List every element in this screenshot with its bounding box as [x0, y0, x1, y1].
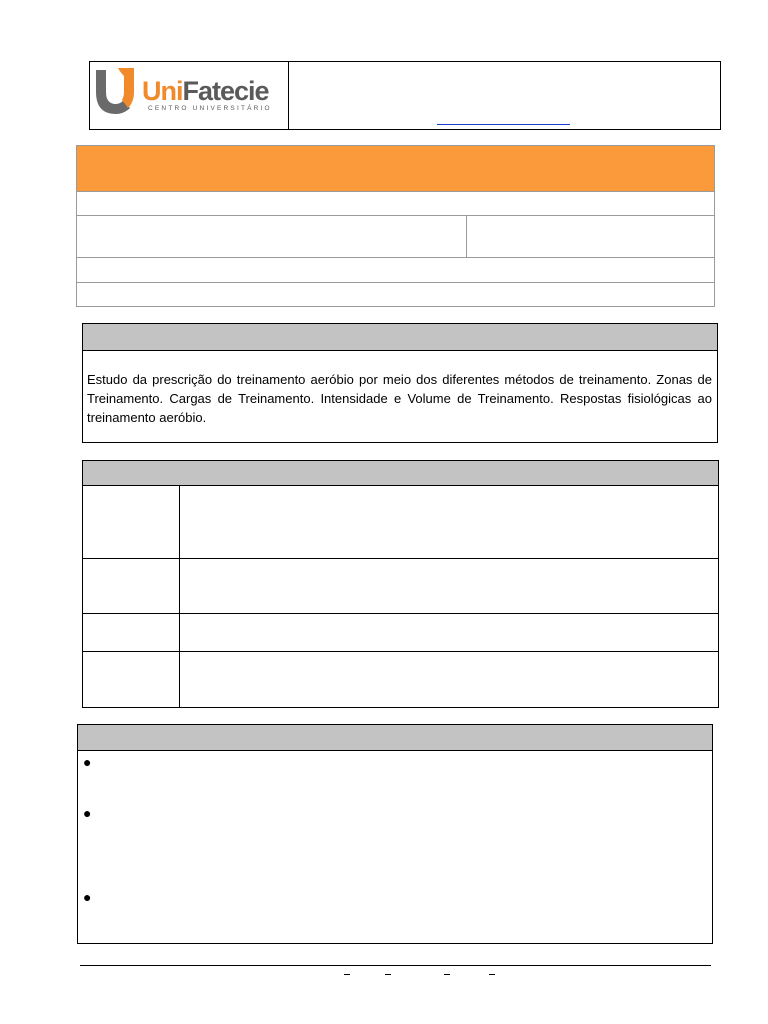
table-row	[83, 485, 718, 559]
info-row-divider	[77, 257, 714, 258]
info-row-divider	[77, 215, 714, 216]
course-title-bar	[77, 146, 714, 192]
ementa-text: Estudo da prescrição do treinamento aeróbio por meio dos diferentes métodos de treinamento. Zonas de Treinamento. Cargas de Treinamento. Intensidade e Volume de Treinamento. Respostas fisiológicas ao treinamento aeróbio.	[87, 372, 712, 425]
table-row	[83, 613, 718, 652]
bullet-icon: ●	[83, 889, 92, 905]
course-info-table	[76, 145, 715, 307]
ementa-header	[83, 324, 717, 351]
logo-brand-prefix: Uni	[142, 76, 183, 106]
table-row	[83, 651, 718, 708]
logo-brand-name: Fatecie	[182, 76, 269, 106]
objectives-table	[82, 460, 719, 708]
bullet-icon: ●	[83, 754, 92, 770]
footer-mark	[489, 974, 495, 975]
row-label-cell	[83, 559, 180, 614]
row-label-cell	[83, 614, 180, 652]
info-column-divider	[466, 215, 467, 257]
footer-mark	[344, 974, 350, 975]
objectives-header	[83, 461, 718, 486]
ementa-section	[82, 323, 718, 443]
logo-tagline: CENTRO UNIVERSITÁRIO	[148, 105, 272, 112]
logo-cell	[90, 62, 289, 129]
info-row-divider	[77, 282, 714, 283]
contents-header	[78, 725, 712, 751]
svg-text:UniFatecie	[142, 76, 270, 106]
bullet-icon: ●	[83, 805, 92, 821]
footer-mark	[444, 974, 450, 975]
row-label-cell	[83, 486, 180, 559]
row-label-cell	[83, 652, 180, 708]
footer-mark	[385, 974, 391, 975]
document-header	[89, 61, 721, 130]
footer-rule	[80, 965, 711, 966]
unifatecie-logo	[90, 62, 288, 129]
contents-section	[77, 724, 713, 944]
email-link-underline[interactable]	[437, 124, 570, 125]
table-row	[83, 558, 718, 614]
